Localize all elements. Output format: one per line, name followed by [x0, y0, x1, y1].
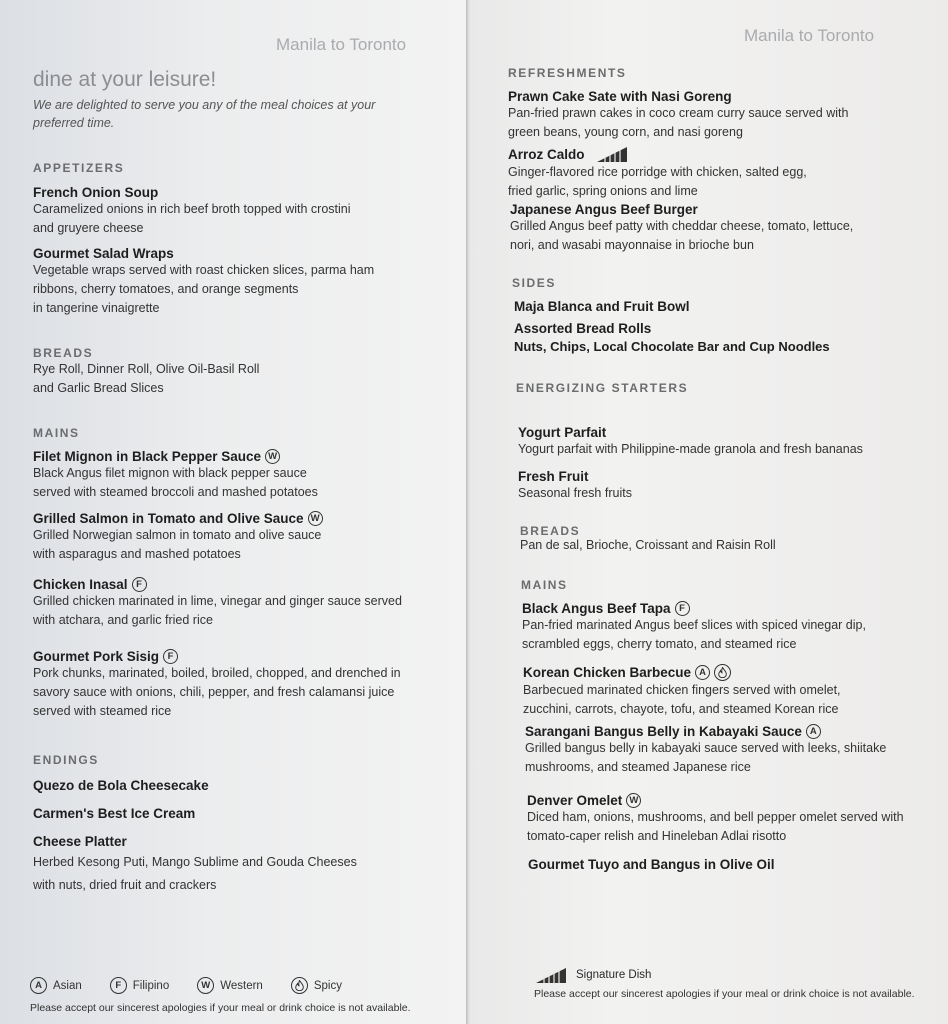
dish-name: Assorted Bread Rolls — [514, 321, 652, 336]
breads-list — [33, 360, 259, 398]
dish-desc: Herbed Kesong Puti, Mango Sublime and Gouda Cheeses — [33, 855, 357, 869]
filipino-badge: F — [110, 977, 127, 994]
menu-item — [527, 793, 904, 846]
dish-desc: savory sauce with onions, chili, pepper, and fresh calamansi juice — [33, 685, 395, 699]
legend-label: Asian — [53, 979, 82, 992]
dish-desc: Grilled bangus belly in kabayaki sauce served with leeks, shiitake — [525, 741, 887, 755]
dish-desc: Rye Roll, Dinner Roll, Olive Oil-Basil Roll — [33, 362, 260, 376]
section-mains: MAINS — [521, 578, 568, 592]
legend-label: Spicy — [313, 979, 342, 992]
menu-item — [523, 664, 841, 719]
menu-item — [518, 425, 863, 459]
dish-desc: and Garlic Bread Slices — [33, 381, 164, 395]
dish-desc: Diced ham, onions, mushrooms, and bell pepper omelet served with — [527, 810, 904, 824]
dish-name-row — [523, 664, 841, 681]
section-energizing-starters: ENERGIZING STARTERS — [516, 381, 689, 395]
menu-item — [33, 185, 351, 238]
dish-desc: served with steamed rice — [33, 704, 172, 718]
dish-name: Gourmet Pork Sisig — [33, 649, 160, 664]
dish-name-row — [508, 145, 807, 163]
availability-note: Please accept our sincerest apologies if your meal or drink choice is not available. — [534, 988, 915, 1000]
dish-desc: served with steamed broccoli and mashed potatoes — [33, 485, 318, 499]
dish-name: Gourmet Salad Wraps — [33, 246, 174, 261]
section-breads: BREADS — [520, 524, 581, 538]
menu-item — [33, 577, 402, 630]
right-menu-page — [470, 0, 948, 1024]
dish-name: Fresh Fruit — [518, 469, 589, 484]
legend-label: Signature Dish — [576, 969, 652, 981]
dish-name-row — [527, 793, 904, 808]
dish-name-row — [522, 601, 866, 616]
dish-desc: mushrooms, and steamed Japanese rice — [525, 760, 751, 774]
dish-desc: ribbons, cherry tomatoes, and orange segments — [33, 282, 299, 296]
page-heading: dine at your leisure! — [33, 68, 217, 91]
menu-item — [508, 89, 848, 142]
section-breads: BREADS — [33, 346, 94, 360]
filipino-badge: F — [132, 577, 147, 592]
dish-desc: green beans, young corn, and nasi goreng — [508, 125, 743, 139]
menu-item — [525, 724, 886, 777]
menu-item — [518, 469, 632, 503]
dish-desc: Barbecued marinated chicken fingers served with omelet, — [523, 683, 841, 697]
dish-desc: and gruyere cheese — [33, 221, 144, 235]
dish-name: Korean Chicken Barbecue — [523, 665, 692, 680]
dish-name: Sarangani Bangus Belly in Kabayaki Sauce — [525, 724, 802, 739]
menu-item — [33, 246, 374, 318]
dish-name: Carmen's Best Ice Cream — [33, 806, 196, 821]
dish-desc: Grilled Norwegian salmon in tomato and olive sauce — [33, 528, 322, 542]
legend-label: Western — [220, 979, 263, 992]
dish-desc: Black Angus filet mignon with black pepper sauce — [33, 466, 307, 480]
dish-desc: Pork chunks, marinated, boiled, broiled, chopped, and drenched in — [33, 666, 401, 680]
dish-name: Black Angus Beef Tapa — [522, 601, 671, 616]
section-endings: ENDINGS — [33, 753, 99, 767]
dish-name-row — [33, 449, 318, 464]
menu-item — [33, 649, 401, 721]
dish-desc: Pan-fried marinated Angus beef slices with spiced vinegar dip, — [522, 618, 866, 632]
dish-desc: Ginger-flavored rice porridge with chicken, salted egg, — [508, 165, 807, 179]
dish-desc: Pan de sal, Brioche, Croissant and Raisin Roll — [520, 538, 776, 552]
dish-name: Maja Blanca and Fruit Bowl — [514, 299, 690, 314]
dish-name: Chicken Inasal — [33, 577, 128, 592]
dish-desc: with asparagus and mashed potatoes — [33, 547, 241, 561]
menu-item — [522, 601, 866, 654]
menu-item — [508, 145, 807, 201]
dish-desc: nori, and wasabi mayonnaise in brioche bun — [510, 238, 754, 252]
menu-item — [33, 834, 357, 895]
section-sides: SIDES — [512, 276, 557, 290]
dish-desc: Seasonal fresh fruits — [518, 486, 632, 500]
signature-dish-icon — [534, 966, 568, 984]
dish-desc: Vegetable wraps served with roast chicken slices, parma ham — [33, 263, 375, 277]
dish-name: Cheese Platter — [33, 834, 127, 849]
asian-badge: A — [806, 724, 821, 739]
dish-name: French Onion Soup — [33, 185, 159, 200]
western-badge: W — [308, 511, 323, 526]
dish-name: Arroz Caldo — [508, 146, 585, 162]
dish-name: Prawn Cake Sate with Nasi Goreng — [508, 89, 732, 104]
menu-item — [33, 511, 323, 564]
dish-desc: fried garlic, spring onions and lime — [508, 184, 698, 198]
dish-desc: Grilled chicken marinated in lime, vinegar and ginger sauce served — [33, 594, 402, 608]
asian-badge: A — [30, 977, 47, 994]
western-badge: W — [197, 977, 214, 994]
dish-desc: Grilled Angus beef patty with cheddar cheese, tomato, lettuce, — [510, 219, 854, 233]
dish-name: Gourmet Tuyo and Bangus in Olive Oil — [528, 857, 775, 872]
flame-icon — [714, 664, 731, 681]
legend-spicy — [291, 977, 342, 994]
route-title: Manila to Toronto — [744, 26, 875, 45]
dish-name: Nuts, Chips, Local Chocolate Bar and Cup Noodles — [514, 339, 830, 354]
dish-desc: in tangerine vinaigrette — [33, 301, 160, 315]
western-badge: W — [626, 793, 641, 808]
dietary-legend — [30, 977, 342, 994]
dish-desc: Yogurt parfait with Philippine-made granola and fresh bananas — [518, 442, 863, 456]
dish-name: Grilled Salmon in Tomato and Olive Sauce — [33, 511, 304, 526]
legend-filipino — [110, 977, 169, 994]
dish-desc: zucchini, carrots, chayote, tofu, and steamed Korean rice — [523, 702, 839, 716]
menu-item — [510, 202, 853, 255]
flame-icon — [291, 977, 308, 994]
dish-desc: tomato-caper relish and Hineleban Adlai risotto — [527, 829, 787, 843]
section-appetizers: APPETIZERS — [33, 161, 125, 175]
dish-name: Filet Mignon in Black Pepper Sauce — [33, 449, 262, 464]
dish-desc: Pan-fried prawn cakes in coco cream curry sauce served with — [508, 106, 849, 120]
signature-legend — [534, 966, 651, 984]
route-title: Manila to Toronto — [276, 35, 407, 54]
intro-text: We are delighted to serve you any of the meal choices at your preferred time. — [33, 98, 376, 130]
dish-name: Quezo de Bola Cheesecake — [33, 778, 209, 793]
dish-desc: Caramelized onions in rich beef broth topped with crostini — [33, 202, 351, 216]
section-mains: MAINS — [33, 426, 80, 440]
dish-name-row — [33, 649, 401, 664]
legend-label: Filipino — [132, 979, 170, 992]
legend-western — [197, 977, 263, 994]
dish-desc: with atchara, and garlic fried rice — [33, 613, 213, 627]
dish-name: Japanese Angus Beef Burger — [510, 202, 698, 217]
dish-name: Yogurt Parfait — [518, 425, 607, 440]
dish-name-row — [33, 577, 402, 592]
menu-item — [33, 449, 318, 502]
dish-name-row — [33, 511, 323, 526]
filipino-badge: F — [675, 601, 690, 616]
dish-desc: scrambled eggs, cherry tomato, and steamed rice — [522, 637, 797, 651]
filipino-badge: F — [163, 649, 178, 664]
dish-name: Denver Omelet — [527, 793, 623, 808]
left-menu-page — [0, 0, 468, 1024]
western-badge: W — [265, 449, 280, 464]
legend-asian — [30, 977, 82, 994]
signature-dish-icon — [595, 145, 629, 163]
asian-badge: A — [695, 665, 710, 680]
section-refreshments: REFRESHMENTS — [508, 66, 627, 80]
dish-name-row — [525, 724, 886, 739]
availability-note: Please accept our sincerest apologies if your meal or drink choice is not available. — [30, 1002, 411, 1014]
dish-desc: with nuts, dried fruit and crackers — [33, 878, 217, 892]
